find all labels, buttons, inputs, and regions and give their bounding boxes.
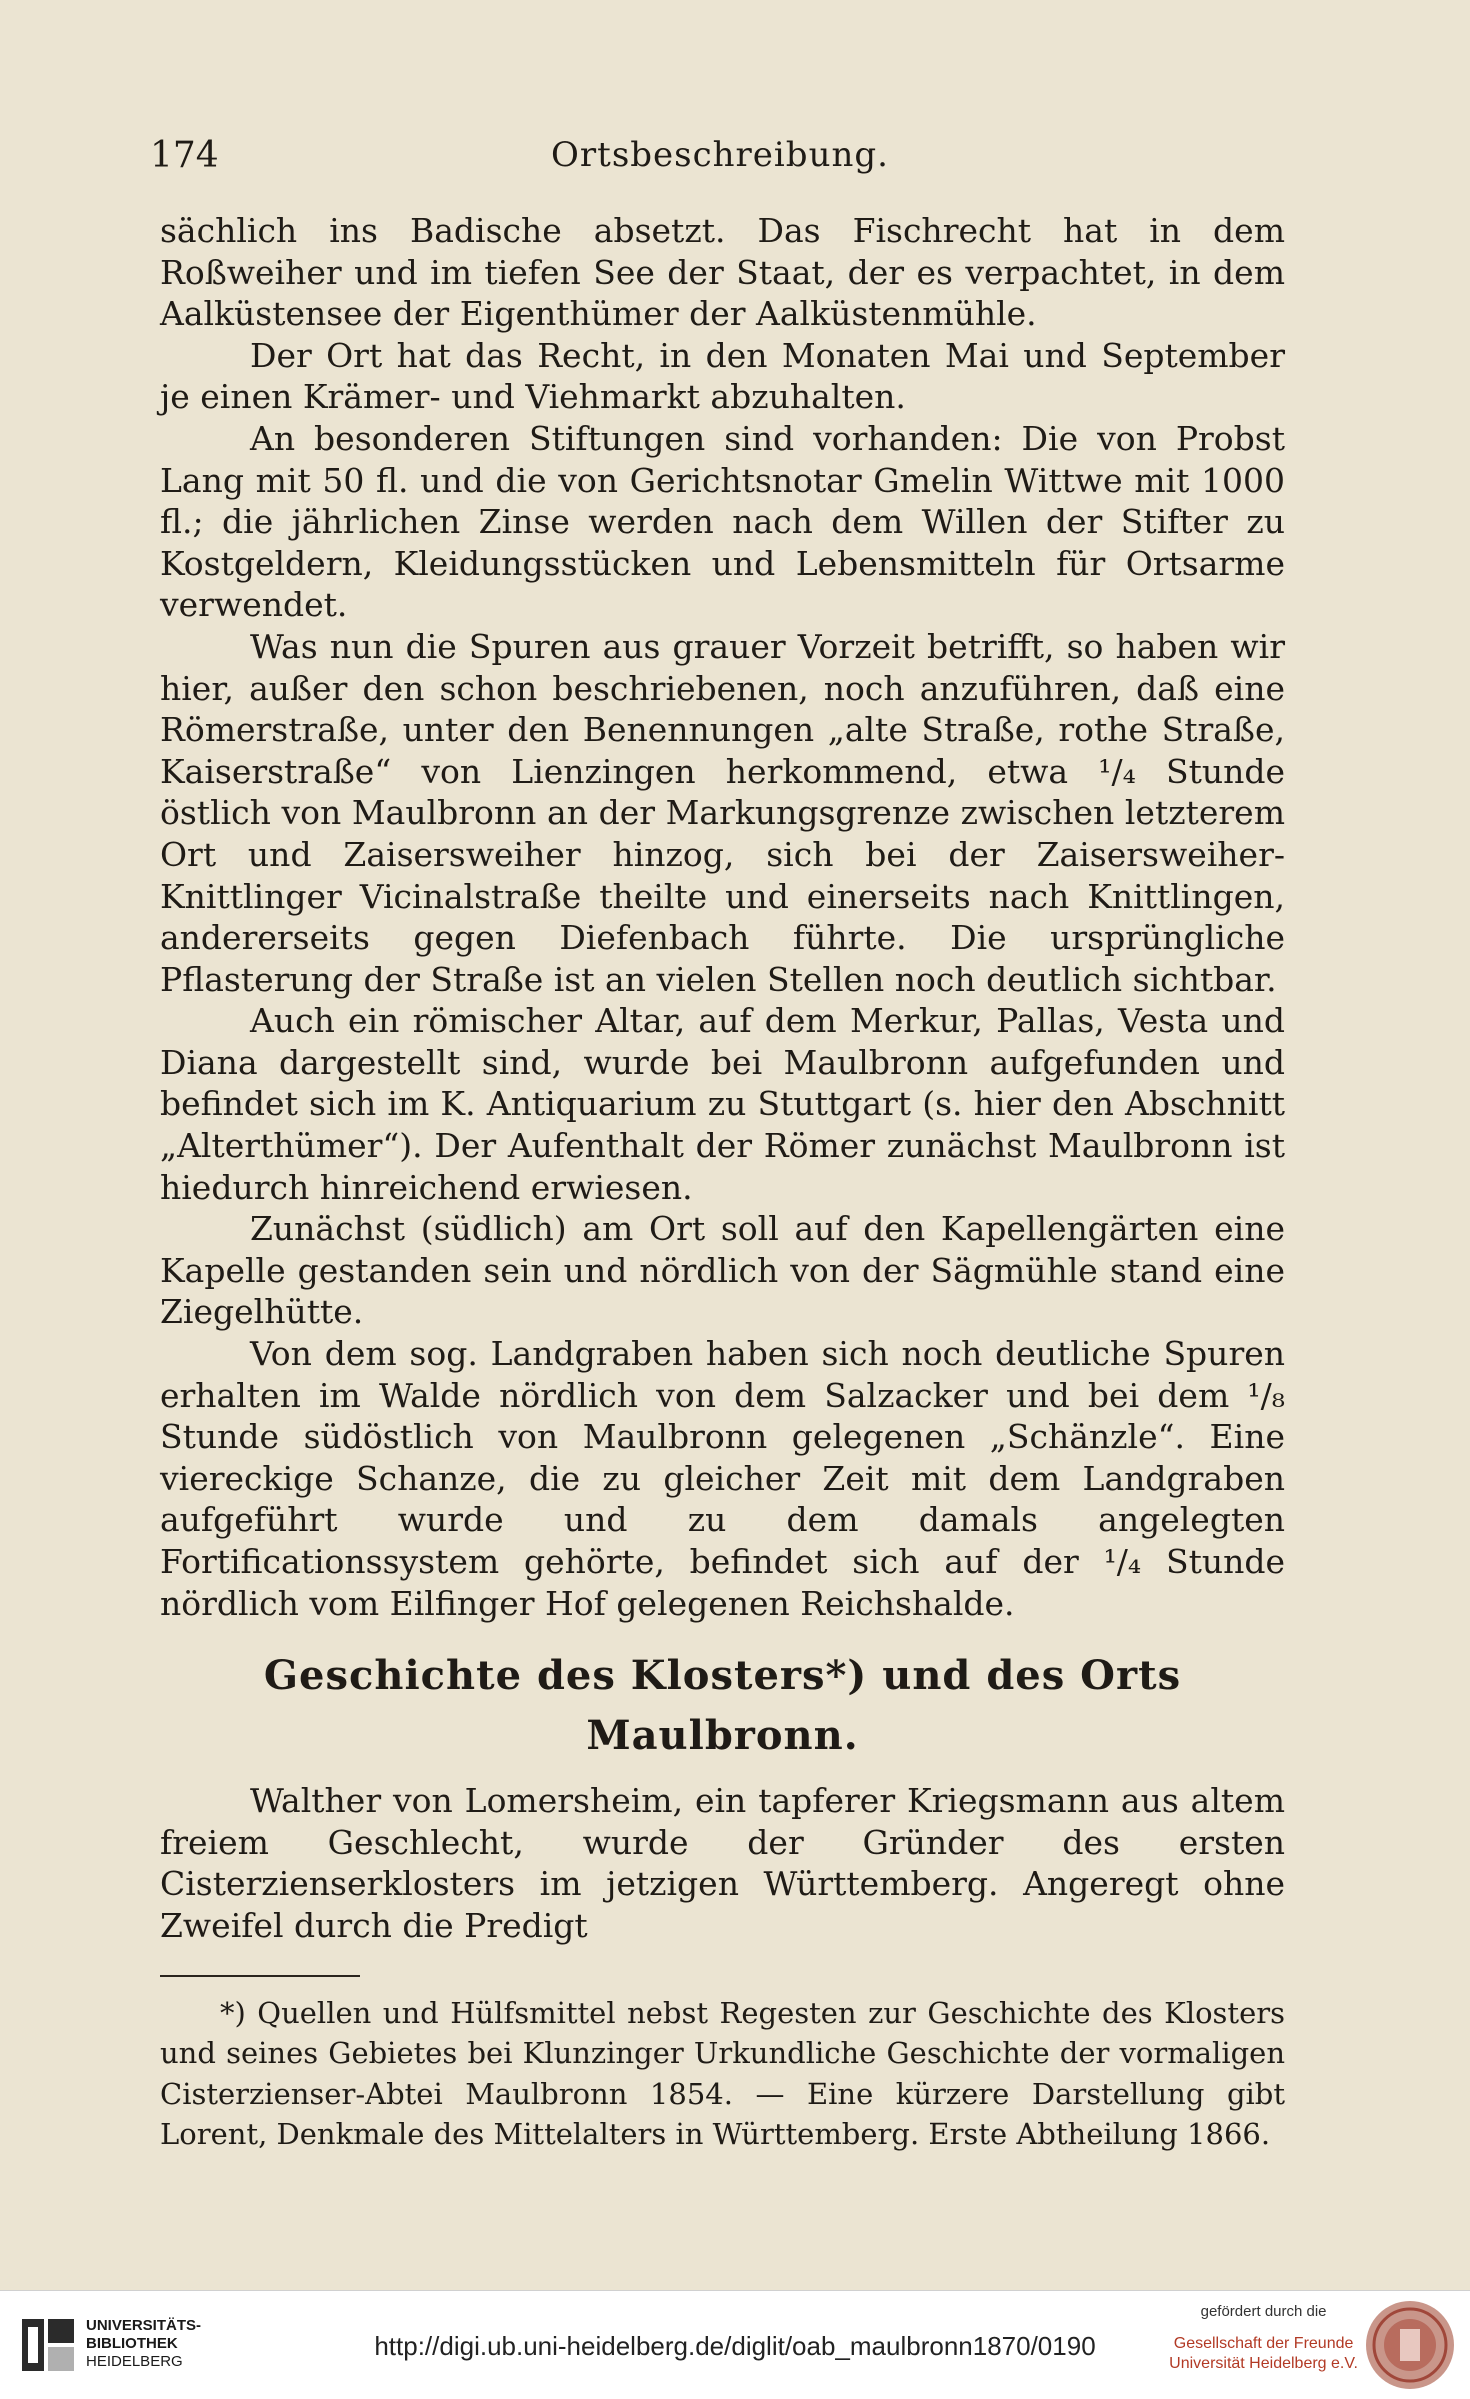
library-line-1: UNIVERSITÄTS- — [86, 2317, 202, 2334]
section-title: Geschichte des Klosters*) und des Orts Maulbronn. — [263, 1652, 1182, 1760]
page-body — [160, 210, 1285, 2155]
footnote-rule — [160, 1975, 360, 1977]
sponsor-note: gefördert durch die — [1200, 2303, 1327, 2320]
viewer-footer — [0, 2290, 1470, 2399]
sponsor-block — [1169, 2303, 1358, 2374]
page-number: 174 — [150, 135, 219, 176]
university-seal-icon — [1364, 2299, 1456, 2391]
footnote: *) Quellen und Hülfsmittel nebst Regesten zur Geschichte des Klosters und seines Gebietes bei Klunzinger Urkundliche Geschichte der vormaligen Cisterzienser-Abtei Maulbronn 1854. — Eine kürzere Darstellung gibt Lorent, Denkmale des Mittelalters in Württemberg. Erste Abtheilung 1866. — [160, 1995, 1285, 2152]
library-line-3: HEIDELBERG — [86, 2353, 183, 2370]
page-header — [150, 135, 1290, 185]
paragraph-6: Zunächst (südlich) am Ort soll auf den Kapellengärten eine Kapelle gestanden sein und nördlich von der Sägmühle stand eine Ziegelhütte. — [160, 1209, 1285, 1332]
library-line-2: BIBLIOTHEK — [86, 2335, 178, 2352]
sponsor-line-1: Gesellschaft der Freunde — [1173, 2335, 1354, 2352]
paragraph-1: sächlich ins Badische absetzt. Das Fischrecht hat in dem Roßweiher und im tiefen See der Staat, der es verpachtet, in dem Aalküstensee der Eigenthümer der Aalküstenmühle. — [160, 211, 1285, 334]
permalink-url[interactable]: http://digi.ub.uni-heidelberg.de/diglit/oab_maulbronn1870/0190 — [374, 2331, 1096, 2361]
paragraph-7: Von dem sog. Landgraben haben sich noch deutliche Spuren erhalten im Walde nördlich von dem Salzacker und bei dem ¹/₈ Stunde südöstlich von Maulbronn gelegenen „Schänzle“. Eine viereckige Schanze, die zu gleicher Zeit mit dem Landgraben aufgeführt wurde und zu dem damals angelegten Fortificationssystem gehörte, befindet sich auf der ¹/₄ Stunde nördlich vom Eilfinger Hof gelegenen Reichshalde. — [160, 1334, 1285, 1623]
paragraph-2: Der Ort hat das Recht, in den Monaten Mai und September je einen Krämer- und Viehmarkt abzuhalten. — [160, 335, 1285, 417]
running-head: Ortsbeschreibung. — [551, 135, 889, 175]
paragraph-5: Auch ein römischer Altar, auf dem Merkur, Pallas, Vesta und Diana dargestellt sind, wurde bei Maulbronn aufgefunden und befindet sich im K. Antiquarium zu Stuttgart (s. hier den Abschnitt „Alterthümer“). Der Aufenthalt der Römer zunächst Maulbronn ist hiedurch hinreichend erwiesen. — [160, 1001, 1285, 1207]
paragraph-4: Was nun die Spuren aus grauer Vorzeit betrifft, so haben wir hier, außer den schon beschriebenen, noch anzuführen, daß eine Römerstraße, unter den Benennungen „alte Straße, rothe Straße, Kaiserstraße“ von Lienzingen herkommend, etwa ¹/₄ Stunde östlich von Maulbronn an der Markungsgrenze zwischen letzterem Ort und Zaisersweiher hinzog, sich bei der Zaisersweiher-Knittlinger Vicinalstraße theilte und einerseits nach Knittlingen, andererseits gegen Diefenbach führte. Die ursprüngliche Pflasterung der Straße ist an vielen Stellen noch deutlich sichtbar. — [160, 626, 1285, 999]
sponsor-line-2: Universität Heidelberg e.V. — [1169, 2355, 1358, 2372]
paragraph-3: An besonderen Stiftungen sind vorhanden: Die von Probst Lang mit 50 fl. und die von Gerichtsnotar Gmelin Wittwe mit 1000 fl.; die jährlichen Zinse werden nach dem Willen der Stifter zu Kostgeldern, Kleidungsstücken und Lebensmitteln für Ortsarme verwendet. — [160, 418, 1285, 625]
section-paragraph: Walther von Lomersheim, ein tapferer Kriegsmann aus altem freiem Geschlecht, wurde der Gründer des ersten Cisterzienserklosters im jetzigen Württemberg. Angeregt ohne Zweifel durch die Predigt — [160, 1781, 1285, 1945]
